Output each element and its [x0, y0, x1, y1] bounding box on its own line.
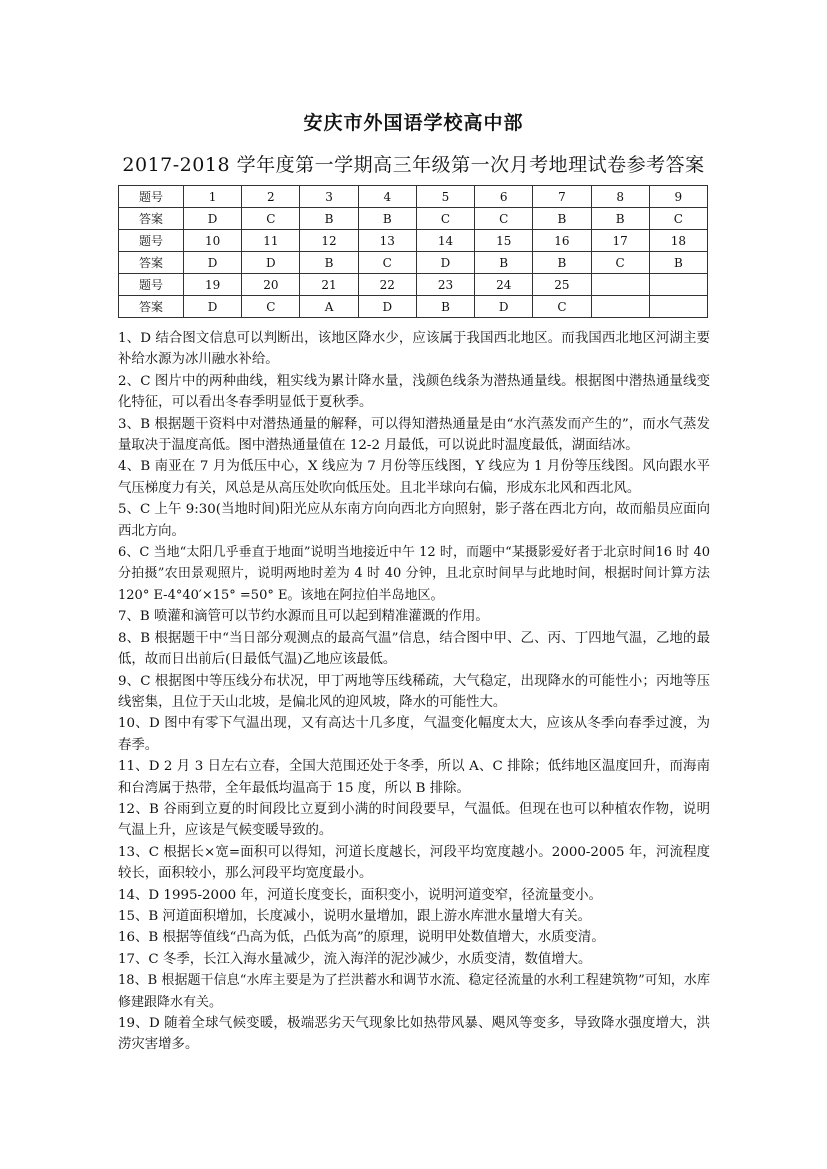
explanation-item: 14、D 1995-2000 年，河道长度变长，面积变小，说明河道变窄，径流量变小。 — [118, 887, 602, 903]
row-header: 题号 — [119, 230, 184, 252]
explanation-item: 15、B 河道面积增加，长度减小，说明水量增加，跟上游水库泄水量增大有关。 — [118, 908, 592, 924]
explanations — [118, 328, 710, 1056]
answer-cell: B — [591, 208, 649, 230]
exam-title: 2017-2018 学年度第一学期高三年级第一次月考地理试卷参考答案 — [122, 154, 705, 176]
row-header: 答案 — [119, 252, 184, 274]
answer-cell: D — [184, 252, 242, 274]
answer-cell — [649, 296, 707, 318]
explanation-item: 5、C 上午 9:30(当地时间)阳光应从东南方向向西北方向照射，影子落在西北方向，故而船员应面向西北方向。 — [118, 502, 710, 539]
row-header: 答案 — [119, 208, 184, 230]
question-number-row — [119, 274, 708, 296]
explanation-item: 2、C 图片中的两种曲线，粗实线为累计降水量，浅颜色线条为潜热通量线。根据图中潜热通量线变化特征，可以看出冬春季明显低于夏秋季。 — [118, 373, 710, 411]
answer-cell — [591, 296, 649, 318]
question-number: 5 — [416, 186, 474, 208]
explanation-item: 18、B 根据题干信息“水库主要是为了拦洪蓄水和调节水流、稳定径流量的水利工程建筑物”可知，水库修建跟降水有关。 — [118, 973, 710, 1010]
answer-cell: A — [300, 296, 358, 318]
answer-cell: B — [300, 252, 358, 274]
school-title: 安庆市外国语学校高中部 — [303, 112, 524, 134]
explanation-item: 16、B 根据等值线“凸高为低，凸低为高”的原理，说明甲处数值增大，水质变清。 — [118, 930, 605, 946]
question-number: 4 — [358, 186, 416, 208]
answer-cell: C — [242, 208, 300, 230]
question-number: 25 — [533, 274, 591, 296]
answer-cell: D — [475, 296, 533, 318]
answer-cell: C — [242, 296, 300, 318]
question-number: 12 — [300, 230, 358, 252]
answer-row — [119, 208, 708, 230]
question-number: 3 — [300, 186, 358, 208]
question-number: 22 — [358, 274, 416, 296]
question-number-row — [119, 230, 708, 252]
question-number: 17 — [591, 230, 649, 252]
answer-cell: D — [358, 296, 416, 318]
answer-cell: B — [300, 208, 358, 230]
question-number: 18 — [649, 230, 707, 252]
question-number — [649, 274, 707, 296]
explanation-item: 4、B 南亚在 7 月为低压中心，X 线应为 7 月份等压线图，Y 线应为 1 月份等压线图。风向跟水平气压梯度力有关，风总是从高压处吹向低压处。且北半球向右偏，形成东北风和西北风。 — [118, 459, 710, 496]
answer-cell: C — [649, 208, 707, 230]
explanation-item: 7、B 喷灌和滴管可以节约水源而且可以起到精准灌溉的作用。 — [118, 609, 489, 625]
row-header: 题号 — [119, 274, 184, 296]
question-number: 23 — [416, 274, 474, 296]
explanation-item: 10、D 图中有零下气温出现，又有高达十几多度，气温变化幅度太大，应该从冬季向春季过渡，为春季。 — [118, 716, 710, 753]
row-header: 题号 — [119, 186, 184, 208]
answer-cell: D — [184, 208, 242, 230]
answer-cell: C — [475, 208, 533, 230]
answer-cell: B — [416, 296, 474, 318]
question-number: 15 — [475, 230, 533, 252]
question-number: 10 — [184, 230, 242, 252]
answer-cell: C — [533, 296, 591, 318]
answer-cell: C — [358, 252, 416, 274]
answer-row — [119, 296, 708, 318]
question-number: 24 — [475, 274, 533, 296]
question-number: 7 — [533, 186, 591, 208]
question-number: 21 — [300, 274, 358, 296]
explanation-item: 11、D 2 月 3 日左右立春，全国大范围还处于冬季，所以 A、C 排除；低纬地区温度回升，而海南和台湾属于热带，全年最低均温高于 15 度，所以 B 排除。 — [118, 759, 710, 796]
question-number: 8 — [591, 186, 649, 208]
explanation-item: 19、D 随着全球气候变暖，极端恶劣天气现象比如热带风暴、飓风等变多，导致降水强度增大，洪涝灾害增多。 — [118, 1016, 710, 1053]
answer-row — [119, 252, 708, 274]
question-number: 19 — [184, 274, 242, 296]
answer-cell: B — [533, 208, 591, 230]
answer-cell: D — [184, 296, 242, 318]
explanation-item: 13、C 根据长×宽=面积可以得知，河道长度越长，河段平均宽度越小。2000-2005 年，河流程度较长，面积较小，那么河段平均宽度最小。 — [118, 844, 710, 882]
explanation-item: 8、B 根据题干中“当日部分观测点的最高气温”信息，结合图中甲、乙、丙、丁四地气温，乙地的最低，故而日出前后(日最低气温)乙地应该最低。 — [118, 630, 710, 668]
answer-cell: C — [591, 252, 649, 274]
question-number: 14 — [416, 230, 474, 252]
explanation-item: 3、B 根据题干资料中对潜热通量的解释，可以得知潜热通量是由“水汽蒸发而产生的”，而水气蒸发量取决于温度高低。图中潜热通量值在 12-2 月最低，可以说此时温度最低，湖面结冰。 — [118, 416, 710, 454]
question-number: 20 — [242, 274, 300, 296]
explanation-item: 9、C 根据图中等压线分布状况，甲丁两地等压线稀疏，大气稳定，出现降水的可能性小；丙地等压线密集，且位于天山北坡，是偏北风的迎风坡，降水的可能性大。 — [118, 673, 710, 710]
question-number: 16 — [533, 230, 591, 252]
answer-cell: B — [358, 208, 416, 230]
answer-table — [118, 185, 708, 318]
explanation-item: 6、C 当地“太阳几乎垂直于地面”说明当地接近中午 12 时，而题中“某摄影爱好者于北京时间16 时 40 分拍摄”农田景观照片，说明两地时差为 4 时 40 分钟，且北京时间早与此地时间，根据时间计算方法 120° E-4°40′×15° =50° E。该地在阿拉伯半岛地区。 — [118, 545, 710, 603]
question-number — [591, 274, 649, 296]
row-header: 答案 — [119, 296, 184, 318]
answer-cell: B — [475, 252, 533, 274]
question-number-row — [119, 186, 708, 208]
question-number: 11 — [242, 230, 300, 252]
answer-cell: D — [416, 252, 474, 274]
question-number: 9 — [649, 186, 707, 208]
question-number: 13 — [358, 230, 416, 252]
explanation-item: 12、B 谷雨到立夏的时间段比立夏到小满的时间段要早，气温低。但现在也可以种植农作物，说明气温上升，应该是气候变暖导致的。 — [118, 801, 710, 839]
question-number: 2 — [242, 186, 300, 208]
question-number: 6 — [475, 186, 533, 208]
answer-cell: B — [533, 252, 591, 274]
answer-cell: B — [649, 252, 707, 274]
explanation-item: 17、C 冬季，长江入海水量减少，流入海洋的泥沙减少，水质变清，数值增大。 — [118, 951, 592, 967]
explanation-item: 1、D 结合图文信息可以判断出，该地区降水少，应该属于我国西北地区。而我国西北地区河湖主要补给水源为冰川融水补给。 — [118, 331, 710, 368]
answer-cell: D — [242, 252, 300, 274]
question-number: 1 — [184, 186, 242, 208]
answer-cell: C — [416, 208, 474, 230]
